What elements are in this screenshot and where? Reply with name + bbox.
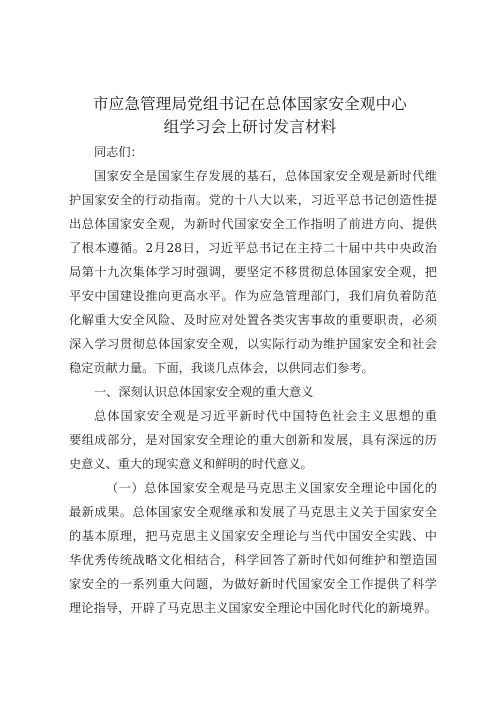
paragraph-line: 史意义、重大的现实意义和鲜明的时代意义。	[69, 457, 313, 471]
paragraph-line: 平安中国建设推向更高水平。作为应急管理部门，我们肩负着防范	[69, 289, 437, 303]
paragraph-line: 理论指导，开辟了马克思主义国家安全理论中国化时代化的新境界。	[69, 601, 437, 615]
paragraph-line: 国家安全是国家生存发展的基石，总体国家安全观是新时代维	[94, 169, 437, 183]
paragraph-line: 化解重大安全风险、及时应对处置各类灾害事故的重要职责，必须	[69, 313, 437, 327]
paragraph-line: 局第十九次集体学习时强调，要坚定不移贯彻总体国家安全观，把	[69, 265, 437, 279]
paragraph-line: 总体国家安全观是习近平新时代中国特色社会主义思想的重	[94, 409, 437, 423]
paragraph-line: 的基本原理，把马克思主义国家安全理论与当代中国安全实践、中	[69, 529, 437, 543]
paragraph-line: 了根本遵循。2月28日，习近平总书记在主持二十届中共中央政治	[69, 241, 437, 255]
paragraph-line: （一）总体国家安全观是马克思主义国家安全理论中国化的	[106, 481, 437, 495]
section-heading: 一、深刻认识总体国家安全观的重大意义	[94, 385, 314, 399]
paragraph-line: 要组成部分，是对国家安全理论的重大创新和发展，具有深远的历	[69, 433, 437, 447]
document-title-line-2: 组学习会上研讨发言材料	[163, 118, 337, 136]
paragraph-line: 深入学习贯彻总体国家安全观，以实际行动为维护国家安全和社会	[69, 337, 437, 351]
salutation: 同志们：	[94, 145, 143, 159]
paragraph-line: 护国家安全的行动指南。党的十八大以来，习近平总书记创造性提	[69, 193, 437, 207]
document-title-line-1: 市应急管理局党组书记在总体国家安全观中心	[92, 95, 407, 113]
paragraph-line: 稳定贡献力量。下面，我谈几点体会，以供同志们参考。	[69, 361, 374, 375]
paragraph-line: 出总体国家安全观，为新时代国家安全工作指明了前进方向、提供	[69, 217, 437, 231]
paragraph-line: 华优秀传统战略文化相结合，科学回答了新时代如何维护和塑造国	[69, 553, 437, 567]
paragraph-line: 家安全的一系列重大问题，为做好新时代国家安全工作提供了科学	[69, 577, 437, 591]
paragraph-line: 最新成果。总体国家安全观继承和发展了马克思主义关于国家安全	[69, 505, 437, 519]
